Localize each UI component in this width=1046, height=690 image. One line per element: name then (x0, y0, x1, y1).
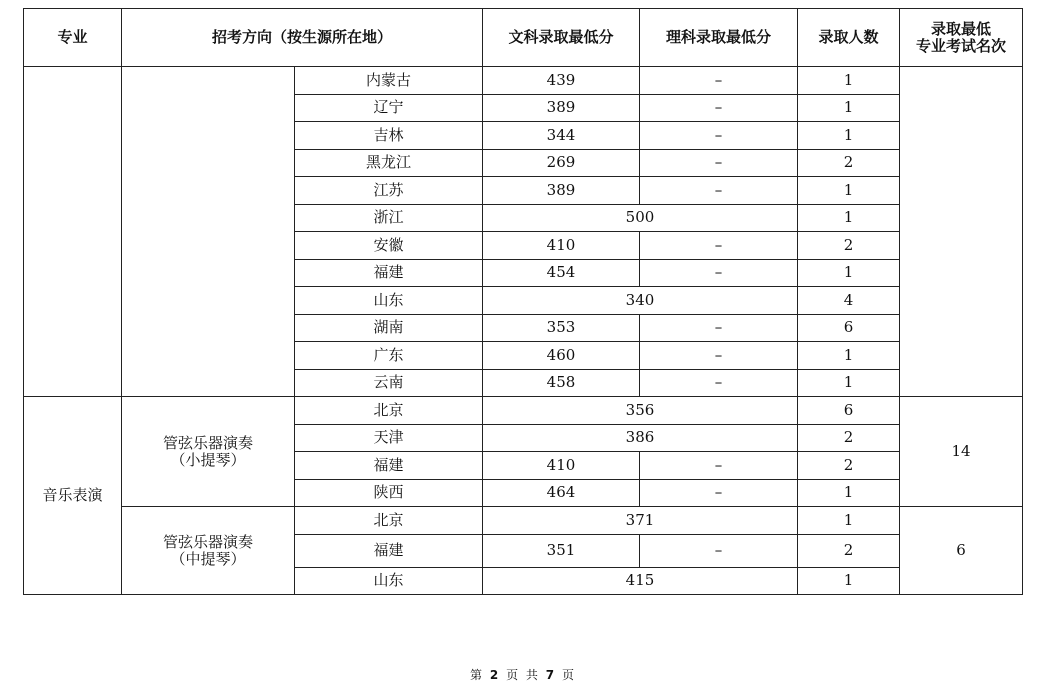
admitted-count-cell: 1 (798, 369, 900, 397)
arts-score-cell: 353 (483, 314, 640, 342)
province-cell: 浙江 (295, 204, 483, 232)
science-score-cell: – (640, 67, 798, 95)
science-score-cell: – (640, 94, 798, 122)
admitted-count-cell: 1 (798, 507, 900, 535)
province-cell: 陕西 (295, 479, 483, 507)
header-direction: 招考方向（按生源所在地） (122, 9, 483, 67)
footer-total-pages: 7 (545, 668, 557, 682)
arts-score-cell: 464 (483, 479, 640, 507)
province-cell: 天津 (295, 424, 483, 452)
science-score-cell: – (640, 122, 798, 150)
direction-cell: 管弦乐器演奏 （小提琴） (122, 397, 295, 507)
admitted-count-cell: 4 (798, 287, 900, 315)
major-cell-empty (24, 67, 122, 397)
header-rank: 录取最低 专业考试名次 (900, 9, 1023, 67)
province-cell: 内蒙古 (295, 67, 483, 95)
arts-score-cell: 269 (483, 149, 640, 177)
province-cell: 福建 (295, 452, 483, 480)
admission-table (23, 8, 1023, 595)
admitted-count-cell: 1 (798, 204, 900, 232)
arts-score-cell: 389 (483, 94, 640, 122)
province-cell: 辽宁 (295, 94, 483, 122)
combined-score-cell: 386 (483, 424, 798, 452)
science-score-cell: – (640, 342, 798, 370)
arts-score-cell: 351 (483, 534, 640, 567)
province-cell: 山东 (295, 567, 483, 595)
province-cell: 北京 (295, 507, 483, 535)
footer-page-unit: 页 (506, 668, 521, 682)
province-cell: 福建 (295, 259, 483, 287)
province-cell: 云南 (295, 369, 483, 397)
science-score-cell: – (640, 452, 798, 480)
footer-total-word: 共 (525, 668, 540, 682)
major-cell: 音乐表演 (24, 397, 122, 595)
arts-score-cell: 389 (483, 177, 640, 205)
science-score-cell: – (640, 259, 798, 287)
admitted-count-cell: 2 (798, 452, 900, 480)
combined-score-cell: 371 (483, 507, 798, 535)
province-cell: 安徽 (295, 232, 483, 260)
science-score-cell: – (640, 177, 798, 205)
admitted-count-cell: 2 (798, 534, 900, 567)
direction-cell: 管弦乐器演奏 （中提琴） (122, 507, 295, 595)
header-row (24, 9, 1023, 67)
header-admitted: 录取人数 (798, 9, 900, 67)
arts-score-cell: 460 (483, 342, 640, 370)
province-cell: 福建 (295, 534, 483, 567)
rank-cell-empty (900, 67, 1023, 397)
admitted-count-cell: 2 (798, 424, 900, 452)
arts-score-cell: 454 (483, 259, 640, 287)
admitted-count-cell: 6 (798, 397, 900, 425)
rank-cell: 6 (900, 507, 1023, 595)
page-footer (0, 666, 1046, 683)
admitted-count-cell: 1 (798, 567, 900, 595)
combined-score-cell: 356 (483, 397, 798, 425)
province-cell: 湖南 (295, 314, 483, 342)
admitted-count-cell: 2 (798, 149, 900, 177)
admitted-count-cell: 6 (798, 314, 900, 342)
admitted-count-cell: 1 (798, 94, 900, 122)
footer-total-unit: 页 (561, 668, 576, 682)
footer-page-number: 2 (489, 668, 501, 682)
admitted-count-cell: 2 (798, 232, 900, 260)
province-cell: 黑龙江 (295, 149, 483, 177)
admitted-count-cell: 1 (798, 67, 900, 95)
province-cell: 吉林 (295, 122, 483, 150)
science-score-cell: – (640, 534, 798, 567)
admitted-count-cell: 1 (798, 259, 900, 287)
header-arts-min: 文科录取最低分 (483, 9, 640, 67)
rank-cell: 14 (900, 397, 1023, 507)
arts-score-cell: 458 (483, 369, 640, 397)
science-score-cell: – (640, 369, 798, 397)
admitted-count-cell: 1 (798, 122, 900, 150)
science-score-cell: – (640, 314, 798, 342)
science-score-cell: – (640, 149, 798, 177)
footer-page-word: 第 (470, 668, 485, 682)
combined-score-cell: 500 (483, 204, 798, 232)
combined-score-cell: 340 (483, 287, 798, 315)
admitted-count-cell: 1 (798, 342, 900, 370)
arts-score-cell: 410 (483, 232, 640, 260)
combined-score-cell: 415 (483, 567, 798, 595)
arts-score-cell: 410 (483, 452, 640, 480)
arts-score-cell: 344 (483, 122, 640, 150)
province-cell: 江苏 (295, 177, 483, 205)
table-row (24, 507, 1023, 535)
admitted-count-cell: 1 (798, 479, 900, 507)
science-score-cell: – (640, 232, 798, 260)
direction-cell-empty (122, 67, 295, 397)
header-science-min: 理科录取最低分 (640, 9, 798, 67)
arts-score-cell: 439 (483, 67, 640, 95)
table-row (24, 397, 1023, 425)
province-cell: 广东 (295, 342, 483, 370)
province-cell: 山东 (295, 287, 483, 315)
science-score-cell: – (640, 479, 798, 507)
admitted-count-cell: 1 (798, 177, 900, 205)
table-row (24, 67, 1023, 95)
province-cell: 北京 (295, 397, 483, 425)
header-major: 专业 (24, 9, 122, 67)
admission-table-container (23, 8, 1023, 595)
